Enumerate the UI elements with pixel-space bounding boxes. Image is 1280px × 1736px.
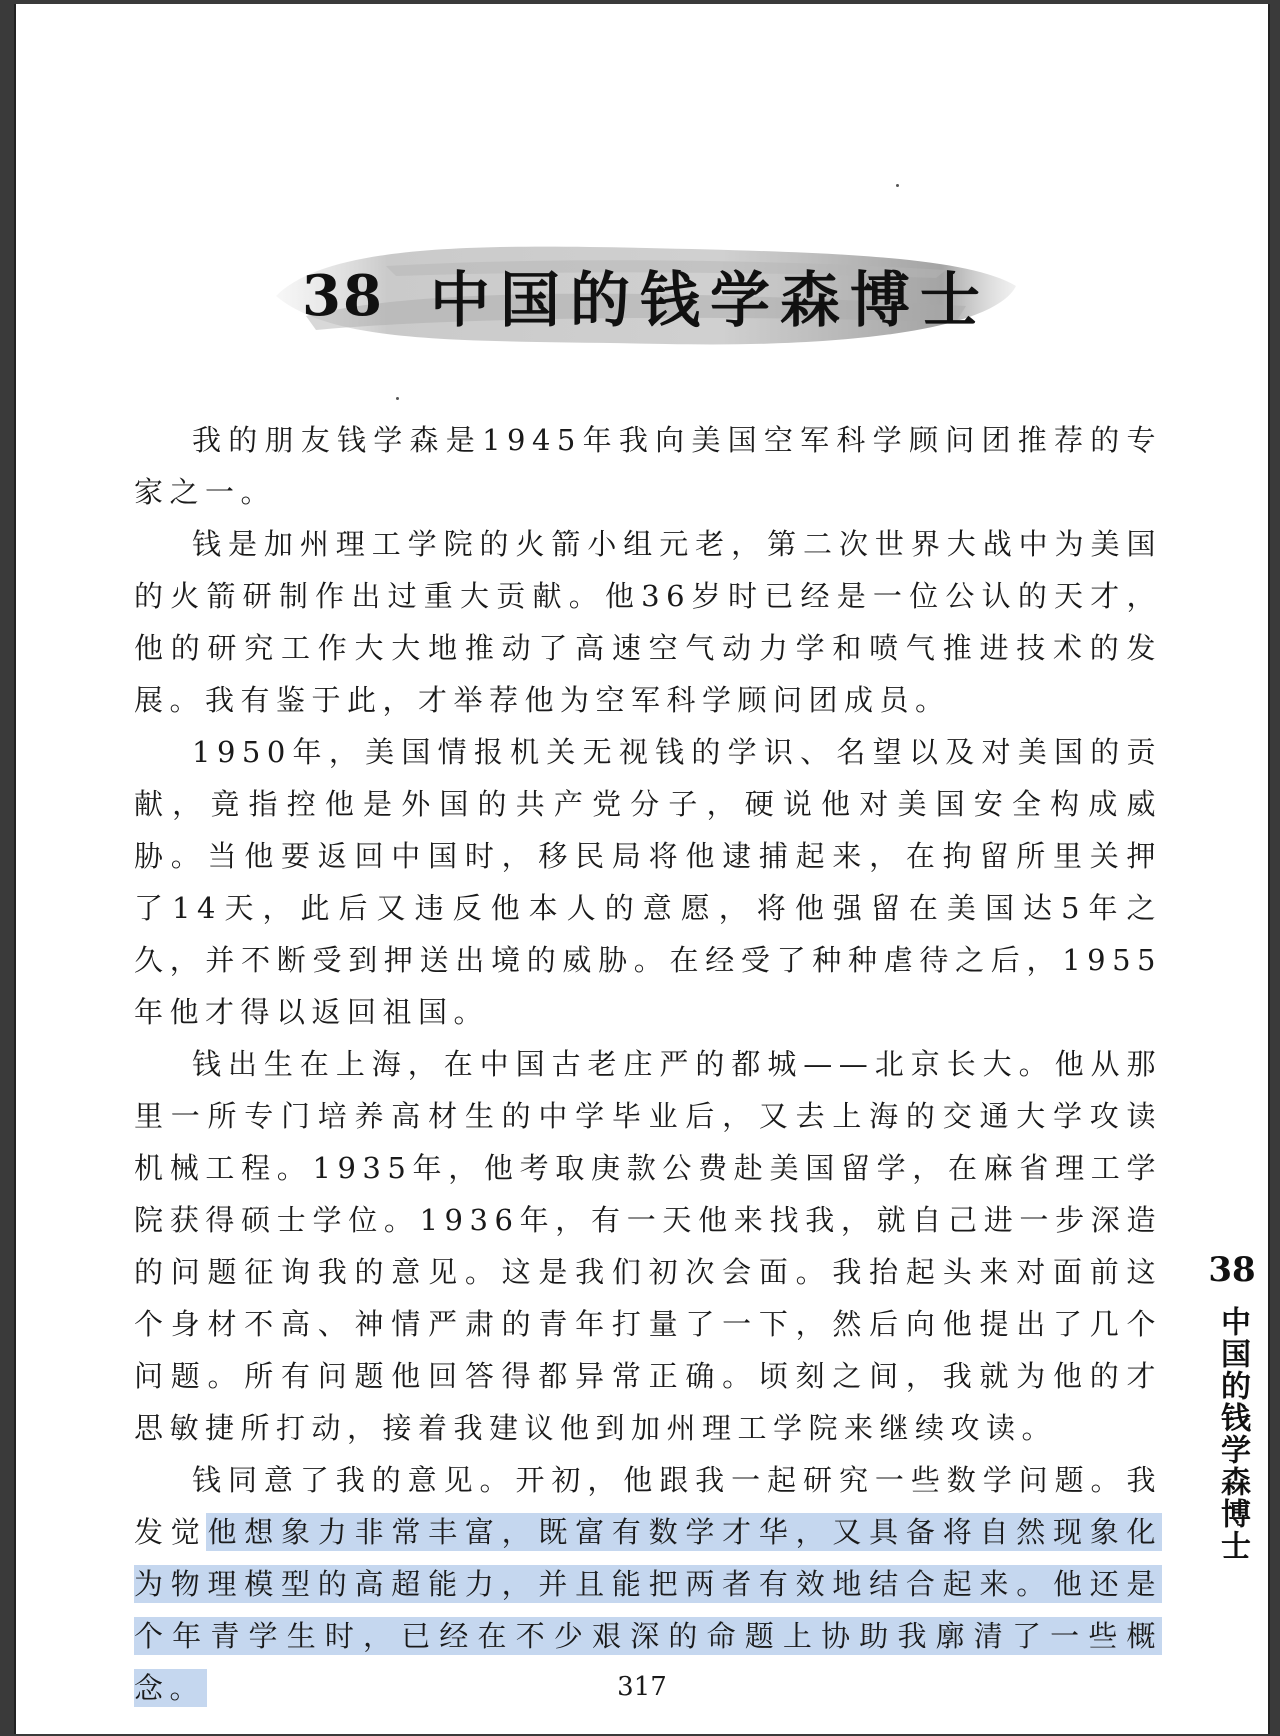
speck bbox=[396, 397, 399, 400]
paragraph: 钱是加州理工学院的火箭小组元老，第二次世界大战中为美国的火箭研制作出过重大贡献。他36岁时已经是一位公认的天才，他的研究工作大大地推动了高速空气动力学和喷气推进技术的发展。我有鉴于此，才举荐他为空军科学顾问团成员。 bbox=[134, 527, 1162, 717]
paragraph-text: 钱同意了我的意见。开初，他跟我一起研究一些数学问题。我发觉 bbox=[134, 1463, 1162, 1549]
chapter-title-text: 中国的钱学森博士 bbox=[429, 266, 990, 336]
side-chapter-tab bbox=[1202, 1250, 1262, 1562]
page-number: 317 bbox=[617, 1672, 667, 1702]
chapter-number: 38 bbox=[302, 263, 384, 329]
paragraph: 钱出生在上海，在中国古老庄严的都城——北京长大。他从那里一所专门培养高材生的中学毕业后，又去上海的交通大学攻读机械工程。1935年，他考取庚款公费赴美国留学，在麻省理工学院获得硕士学位。1936年，有一天他来找我，就自己进一步深造的问题征询我的意见。这是我们初次会面。我抬起头来对面前这个身材不高、神情严肃的青年打量了一下，然后向他提出了几个问题。所有问题他回答得都异常正确。顷刻之间，我就为他的才思敏捷所打动，接着我建议他到加州理工学院来继续攻读。 bbox=[134, 1047, 1162, 1445]
chapter-title-banner bbox=[266, 226, 1026, 366]
side-chapter-title: 中国的钱学森博士 bbox=[1215, 1306, 1250, 1562]
document-page bbox=[14, 4, 1270, 1734]
paragraph: 1950年，美国情报机关无视钱的学识、名望以及对美国的贡献，竟指控他是外国的共产党分子，硬说他对美国安全构成威胁。当他要返回中国时，移民局将他逮捕起来，在拘留所里关押了14天，此后又违反他本人的意愿，将他强留在美国达5年之久，并不断受到押送出境的威胁。在经受了种种虐待之后，1955年他才得以返回祖国。 bbox=[134, 735, 1162, 1029]
body-text bbox=[134, 414, 1162, 1714]
side-chapter-number: 38 bbox=[1208, 1250, 1256, 1290]
chapter-title bbox=[266, 226, 1026, 366]
highlighted-selection[interactable]: 他想象力非常丰富，既富有数学才华，又具备将自然现象化为物理模型的高超能力，并且能把两者有效地结合起来。他还是个年青学生时，已经在不少艰深的命题上协助我廓清了一些概念。 bbox=[134, 1515, 1162, 1705]
paragraph: 我的朋友钱学森是1945年我向美国空军科学顾问团推荐的专家之一。 bbox=[134, 423, 1162, 509]
speck bbox=[896, 184, 899, 187]
